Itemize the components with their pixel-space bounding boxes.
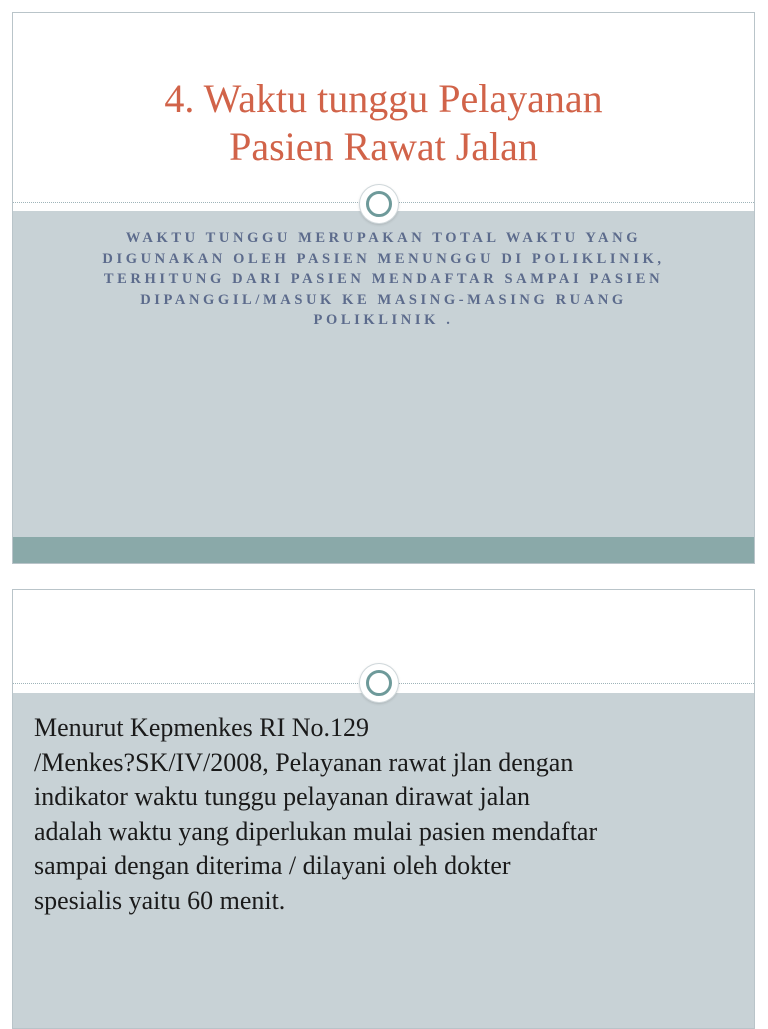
slide-1-footer-bar	[13, 537, 754, 563]
subtitle-line: DIPANGGIL/MASUK KE MASING-MASING RUANG	[140, 291, 627, 308]
title-line: Pasien Rawat Jalan	[229, 124, 538, 169]
body-line: /Menkes?SK/IV/2008, Pelayanan rawat jlan dengan	[34, 747, 574, 777]
slide-2	[12, 589, 755, 1029]
subtitle-line: TERHITUNG DARI PASIEN MENDAFTAR SAMPAI PASIEN	[103, 271, 664, 287]
ring-ornament-icon	[360, 185, 398, 223]
body-line: sampai dengan diterima / dilayani oleh dokter	[34, 851, 511, 880]
slide-1-title	[53, 75, 714, 171]
slide-2-body-text	[34, 711, 740, 918]
body-line: indikator waktu tunggu pelayanan dirawat jalan	[34, 782, 531, 811]
slide-1-subtitle	[68, 228, 699, 331]
ring-ornament-icon	[360, 664, 398, 702]
subtitle-line: WAKTU TUNGGU MERUPAKAN TOTAL WAKTU YANG	[125, 230, 642, 246]
body-line: Menurut Kepmenkes RI No.129	[34, 713, 370, 742]
body-line: spesialis yaitu 60 menit.	[34, 885, 286, 915]
slide-1-title-area	[13, 13, 754, 205]
title-line: 4. Waktu tunggu Pelayanan	[164, 76, 603, 121]
subtitle-line: POLIKLINIK .	[313, 312, 454, 328]
body-line: adalah waktu yang diperlukan mulai pasien mendaftar	[34, 816, 598, 846]
slide-1	[12, 12, 755, 564]
subtitle-line: DIGUNAKAN OLEH PASIEN MENUNGGU DI POLIKLINIK,	[102, 250, 665, 267]
